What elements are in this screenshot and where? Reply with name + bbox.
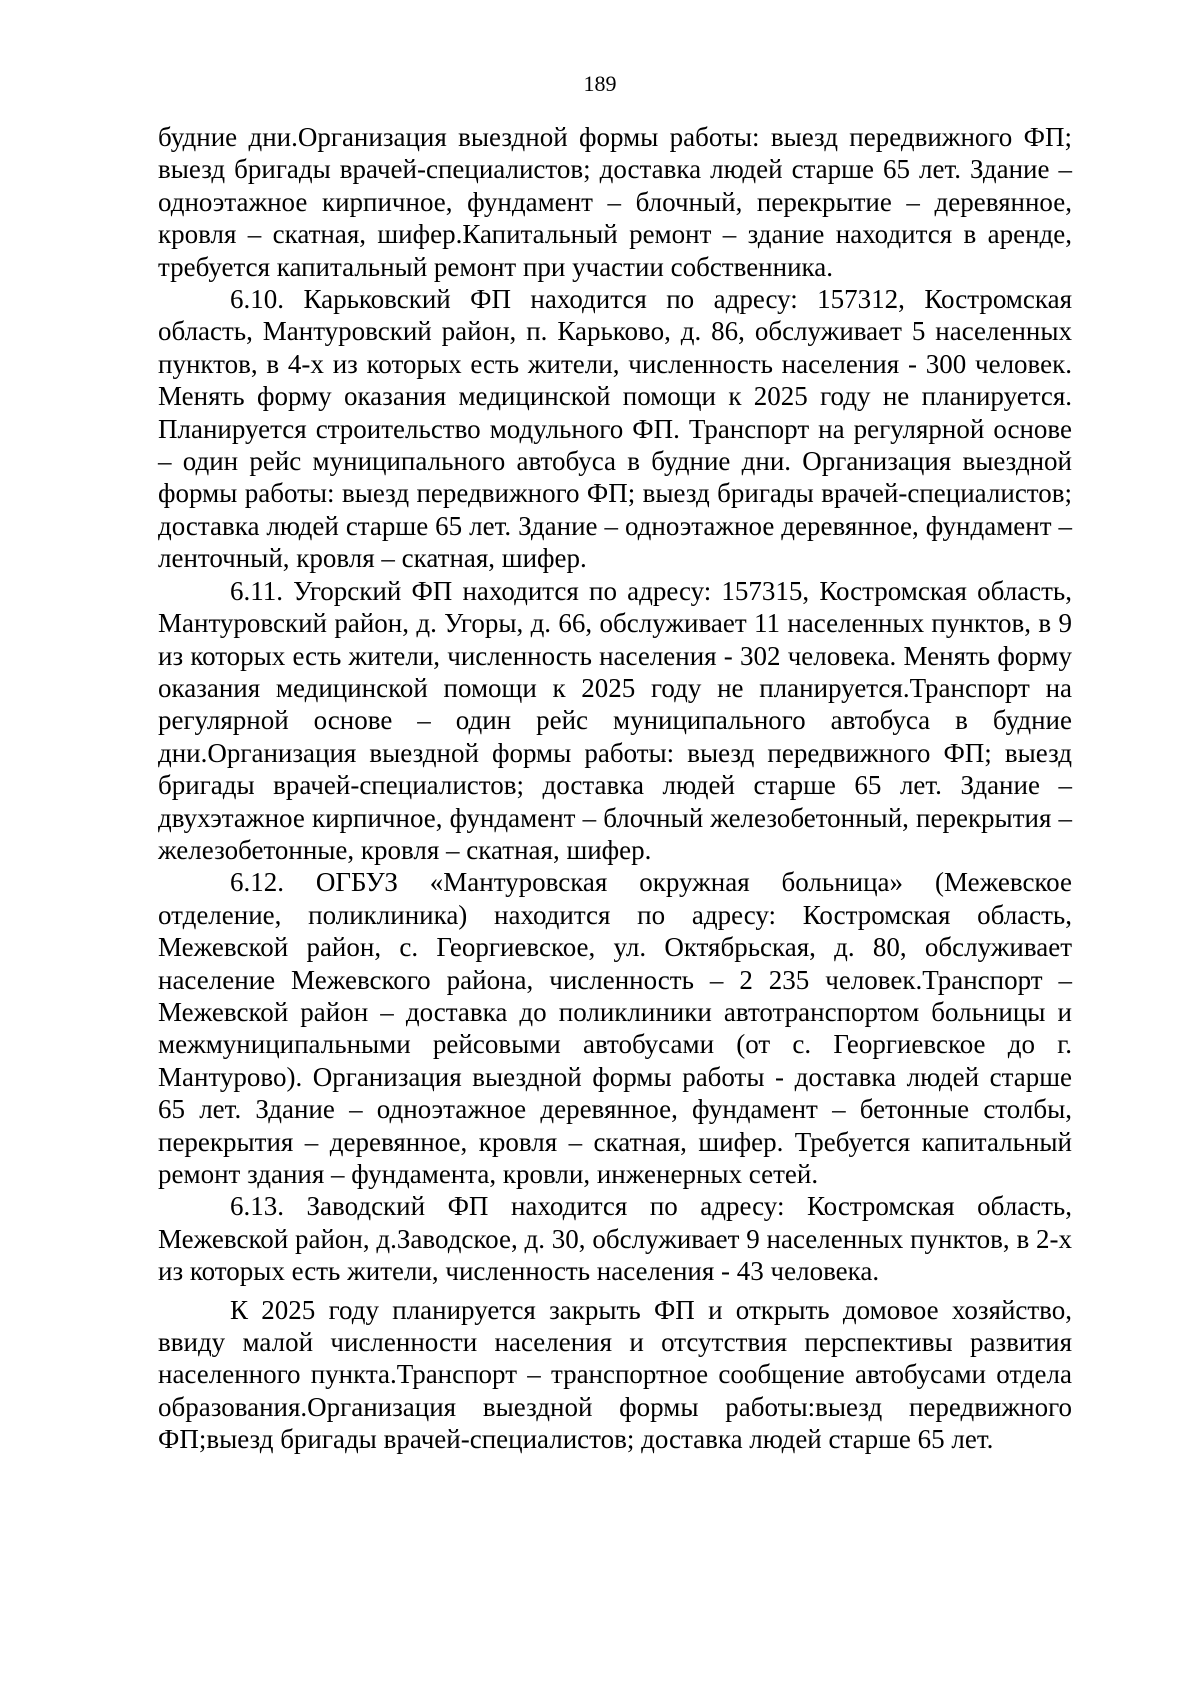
paragraph-6-10: 6.10. Карьковский ФП находится по адресу: 157312, Костромская область, Мантуровский район, п. Карьково, д. 86, обслуживает 5 населенных пунктов, в 4-х из которых есть жители, численность населения - 300 человек. Менять форму оказания медицинской помощи к 2025 году не планируется. Планируется строительство модульного ФП. Транспорт на регулярной основе – один рейс муниципального автобуса в будние дни. Организация выездной формы работы: выезд передвижного ФП; выезд бригады врачей-специалистов; доставка людей старше 65 лет. Здание – одноэтажное деревянное, фундамент – ленточный, кровля – скатная, шифер. — [158, 284, 1072, 574]
paragraph-closure-plan: К 2025 году планируется закрыть ФП и открыть домовое хозяйство, ввиду малой численности населения и отсутствия перспективы развития населенного пункта.Транспорт – транспортное сообщение автобусами отдела образования.Организация выездной формы работы:выезд передвижного ФП;выезд бригады врачей-специалистов; доставка людей старше 65 лет. — [158, 1294, 1072, 1455]
paragraph-6-11: 6.11. Угорский ФП находится по адресу: 157315, Костромская область, Мантуровский район, д. Угоры, д. 66, обслуживает 11 населенных пунктов, в 9 из которых есть жители, численность населения - 302 человека. Менять форму оказания медицинской помощи к 2025 году не планируется.Транспорт на регулярной основе – один рейс муниципального автобуса в будние дни.Организация выездной формы работы: выезд передвижного ФП; выезд бригады врачей-специалистов; доставка людей старше 65 лет. Здание – двухэтажное кирпичное, фундамент – блочный железобетонный, перекрытия – железобетонные, кровля – скатная, шифер. — [158, 575, 1072, 865]
document-body — [158, 121, 1072, 1456]
paragraph-6-12: 6.12. ОГБУЗ «Мантуровская окружная больница» (Межевское отделение, поликлиника) находится по адресу: Костромская область, Межевской район, с. Георгиевское, ул. Октябрьская, д. 80, обслуживает население Межевского района, численность – 2 235 человек.Транспорт – Межевской район – доставка до поликлиники автотранспортом больницы и межмуниципальными рейсовыми автобусами (от с. Георгиевское до г. Мантурово). Организация выездной формы работы - доставка людей старше 65 лет. Здание – одноэтажное деревянное, фундамент – бетонные столбы, перекрытия – деревянное, кровля – скатная, шифер. Требуется капитальный ремонт здания – фундамента, кровли, инженерных сетей. — [158, 867, 1072, 1189]
paragraph-6-13: 6.13. Заводский ФП находится по адресу: Костромская область, Межевской район, д.Заводское, д. 30, обслуживает 9 населенных пунктов, в 2-х из которых есть жители, численность населения - 43 человека. — [158, 1191, 1072, 1287]
paragraph-continuation: будние дни.Организация выездной формы работы: выезд передвижного ФП; выезд бригады врачей-специалистов; доставка людей старше 65 лет. Здание – одноэтажное кирпичное, фундамент – блочный, перекрытие – деревянное, кровля – скатная, шифер.Капитальный ремонт – здание находится в аренде, требуется капитальный ремонт при участии собственника. — [158, 122, 1072, 282]
page-number: 189 — [583, 71, 617, 96]
